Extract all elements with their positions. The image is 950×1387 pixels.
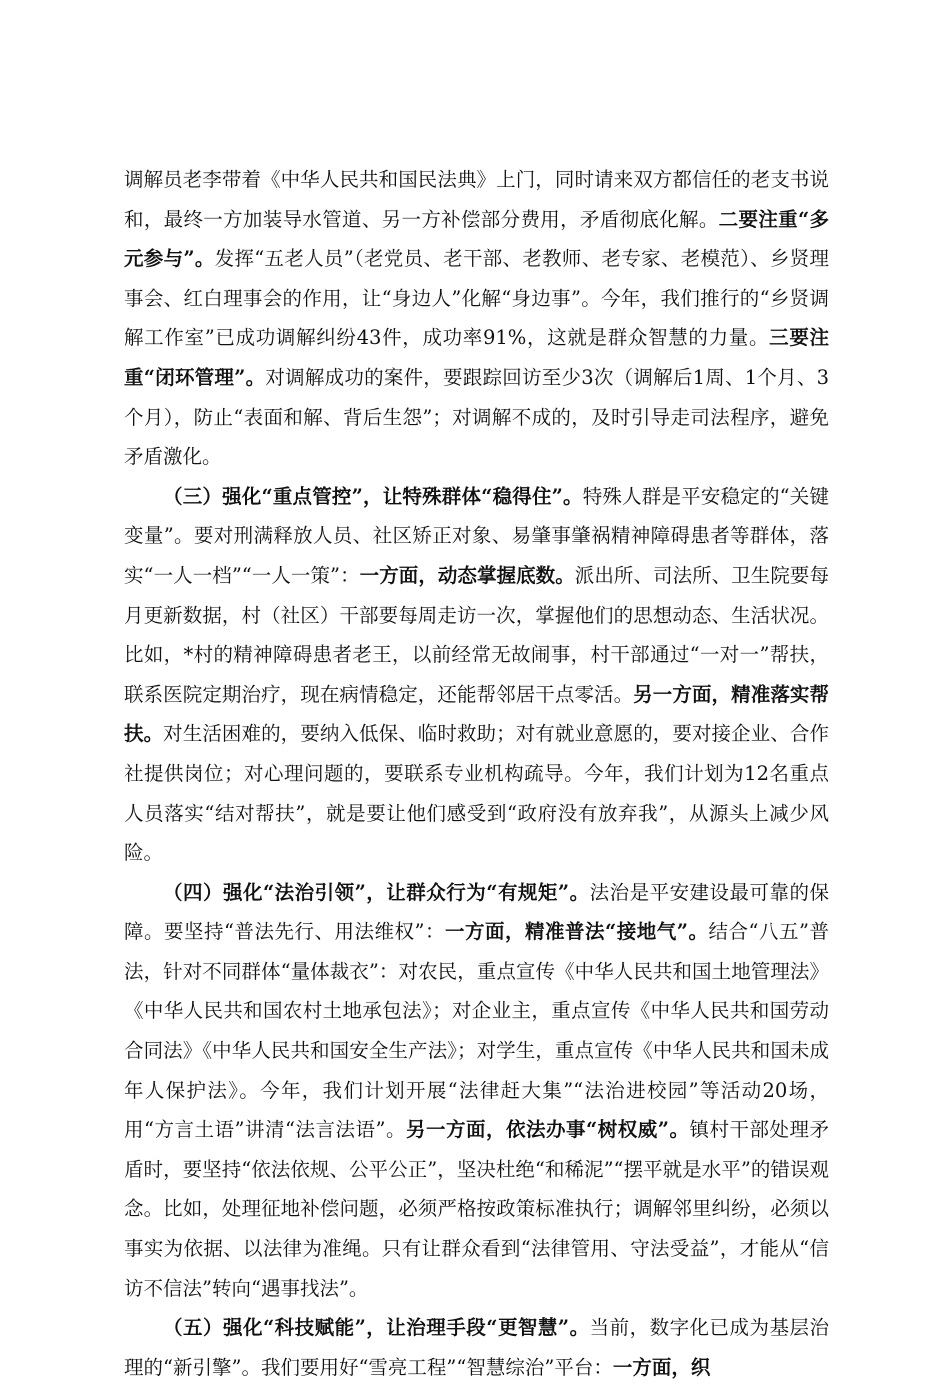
text-run: 调解员老李带着《中华人民共和国民法典》上门，同时请来双方都信任的老支书说和，最终一方加装导水管道、另一方补偿部分费用，矛盾彻底化解。 [124,168,829,231]
bold-run: （五）强化“科技赋能”，让治理手段“更智慧”。 [163,1316,590,1340]
bold-run: 另一方面，精准落实帮扶。 [124,682,829,746]
bold-run: 二要注重“多元参与”。 [124,207,829,271]
bold-run: 一方面，动态掌握底数。 [359,563,575,587]
bold-run: （三）强化“重点管控”，让特殊群体“稳得住”。 [163,484,583,508]
bold-run: （四）强化“法治引领”，让群众行为“有规矩”。 [163,880,590,904]
paragraph [124,873,829,1309]
text-run: 特殊人群是平安稳定的“关键变量”。要对刑满释放人员、社区矫正对象、易肇事肇祸精神障碍患者等群体，落实“一人一档”“一人一策”： [124,484,829,587]
paragraph [124,160,829,477]
text-run: 结合“八五”普法，针对不同群体“量体裁衣”：对农民，重点宣传《中华人民共和国土地管理法》《中华人民共和国农村土地承包法》；对企业主，重点宣传《中华人民共和国劳动合同法》《中华人民共和国安全生产法》；对学生，重点宣传《中华人民共和国未成年人保护法》。今年，我们计划开展“法律赶大集”“法治进校园”等活动20场，用“方言土语”讲清“法言法语”。 [124,920,829,1142]
bold-run: 一方面，织 [612,1355,711,1379]
text-run: 发挥“五老人员”（老党员、老干部、老教师、老专家、老模范）、乡贤理事会、红白理事会的作用，让“身边人”化解“身边事”。今年，我们推行的“乡贤调解工作室”已成功调解纠纷43件，成功率91%，这就是群众智慧的力量。 [124,247,829,350]
document-page [124,160,829,1387]
text-run: 对生活困难的，要纳入低保、临时救助；对有就业意愿的，要对接企业、合作社提供岗位；对心理问题的，要联系专业机构疏导。今年，我们计划为12名重点人员落实“结对帮扶”，就是要让他们感受到“政府没有放弃我”，从源头上减少风险。 [124,722,829,865]
bold-run: 一方面，精准普法“接地气”。 [445,920,709,944]
paragraph [124,477,829,873]
bold-run: 另一方面，依法办事“树权威”。 [405,1118,690,1142]
text-run: 镇村干部处理矛盾时，要坚持“依法依规、公平公正”，坚决杜绝“和稀泥”“摆平就是水平”的错误观念。比如，处理征地补偿问题，必须严格按政策标准执行；调解邻里纠纷，必须以事实为依据、以法律为准绳。只有让群众看到“法律管用、守法受益”，才能从“信访不信法”转向“遇事找法”。 [124,1118,829,1300]
text-run: 法治是平安建设最可靠的保障。要坚持“普法先行、用法维权”： [124,880,829,944]
text-run: 派出所、司法所、卫生院要每月更新数据，村（社区）干部要每周走访一次，掌握他们的思想动态、生活状况。比如，*村的精神障碍患者老王，以前经常无故闹事，村干部通过“一对一”帮扶，联系医院定期治疗，现在病情稳定，还能帮邻居干点零活。 [124,563,829,706]
text-run: 对调解成功的案件，要跟踪回访至少3次（调解后1周、1个月、3个月），防止“表面和解、背后生怨”；对调解不成的，及时引导走司法程序，避免矛盾激化。 [124,365,829,469]
bold-run: 三要注重“闭环管理”。 [124,326,829,389]
paragraph [124,1308,829,1387]
text-run: 当前，数字化已成为基层治理的“新引擎”。我们要用好“雪亮工程”“智慧综治”平台： [124,1316,829,1379]
